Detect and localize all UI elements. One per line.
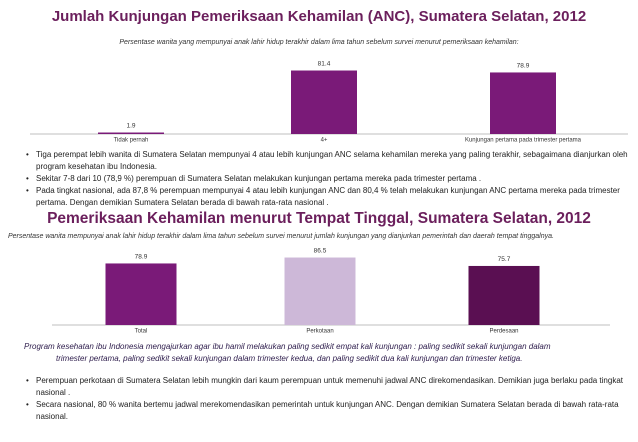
chart1-category-label-0: Tidak pernah <box>113 137 149 144</box>
chart2-value-label-2: 75.7 <box>497 255 511 263</box>
chart1-value-label-0: 1.9 <box>126 122 136 130</box>
bullet-list-1 <box>26 149 634 209</box>
chart1-category-label-2: Kunjungan pertama pada trimester pertama <box>464 137 582 144</box>
chart1-subtitle: Persentase wanita yang mempunyai anak lahir hidup terakhir dalam lima tahun sebelum survei menurut pemeriksaan kehamilan: <box>119 39 519 46</box>
program-note-line-1: Program kesehatan ibu Indonesia mengajurkan agar ibu hamil melakukan paling sedikit empat kali kunjungan : paling sedikit sekali kunjungan dalam <box>24 342 551 351</box>
chart2-category-label-0: Total <box>134 328 148 335</box>
bullet-1-3: • Pada tingkat nasional, ada 87,8 % perempuan mempunyai 4 atau lebih kunjungan ANC dan 80,4 % telah melakukan kunjungan ANC pertama mereka pada trimester pertama. Dengan demikian Sumatera Selatan berada di bawah rata-rata nasional . <box>26 185 634 209</box>
bullet-2-2: • Secara nasional, 80 % wanita bertemu jadwal merekomendasikan pemerintah untuk kunjungan ANC. Dengan demikian Sumatera Selatan berada di bawah rata-rata nasional. <box>26 399 634 423</box>
chart2-category-label-2: Perdesaan <box>489 328 519 335</box>
chart1-value-label-1: 81.4 <box>317 60 331 68</box>
chart1-value-label-2: 78.9 <box>516 62 530 70</box>
anc-residence-chart <box>0 240 638 340</box>
bullet-list-2 <box>26 375 634 423</box>
chart2-value-label-0: 78.9 <box>134 253 148 261</box>
chart2-category-label-1: Perkotaan <box>306 328 334 335</box>
chart2-bar-1 <box>285 258 356 325</box>
bullet-2-1: • Perempuan perkotaan di Sumatera Selatan lebih mungkin dari kaum perempuan untuk memenuhi jadwal ANC direkomendasikan. Demikian juga berlaku pada tingkat nasional . <box>26 375 634 399</box>
chart1-bar-0 <box>98 133 164 134</box>
chart2-bar-2 <box>469 266 540 325</box>
bullet-1-2: • Sekitar 7-8 dari 10 (78,9 %) perempuan di Sumatera Selatan melakukan kunjungan pertama mereka pada trimester pertama . <box>26 173 634 185</box>
chart1-bar-1 <box>291 71 357 134</box>
chart2-value-label-1: 86.5 <box>313 247 327 255</box>
chart2-bar-0 <box>106 263 177 325</box>
bullet-1-1: • Tiga perempat lebih wanita di Sumatera Selatan mempunyai 4 atau lebih kunjungan ANC selama kehamilan mereka yang paling terakhir, sebagaimana dianjurkan oleh program kesehatan ibu Indonesia. <box>26 149 634 173</box>
program-note-line-2: trimester pertama, paling sedikit sekali kunjungan dalam trimester kedua, dan paling sedikit dua kali kunjungan dan trimester ketiga. <box>56 354 523 363</box>
chart1-category-label-1: 4+ <box>320 137 328 144</box>
program-note <box>24 341 624 365</box>
anc-visits-chart <box>0 46 638 146</box>
chart2-title: Pemeriksaan Kehamilan menurut Tempat Tinggal, Sumatera Selatan, 2012 <box>47 210 591 227</box>
chart1-title: Jumlah Kunjungan Pemeriksaan Kehamilan (ANC), Sumatera Selatan, 2012 <box>51 8 587 25</box>
chart2-subtitle: Persentase wanita mempunyai anak lahir hidup terakhir dalam lima tahun sebelum survei menurut jumlah kunjungan yang dianjurkan pemerintah dan daerah tempat tinggalnya. <box>8 233 554 240</box>
chart1-bar-2 <box>490 72 556 134</box>
